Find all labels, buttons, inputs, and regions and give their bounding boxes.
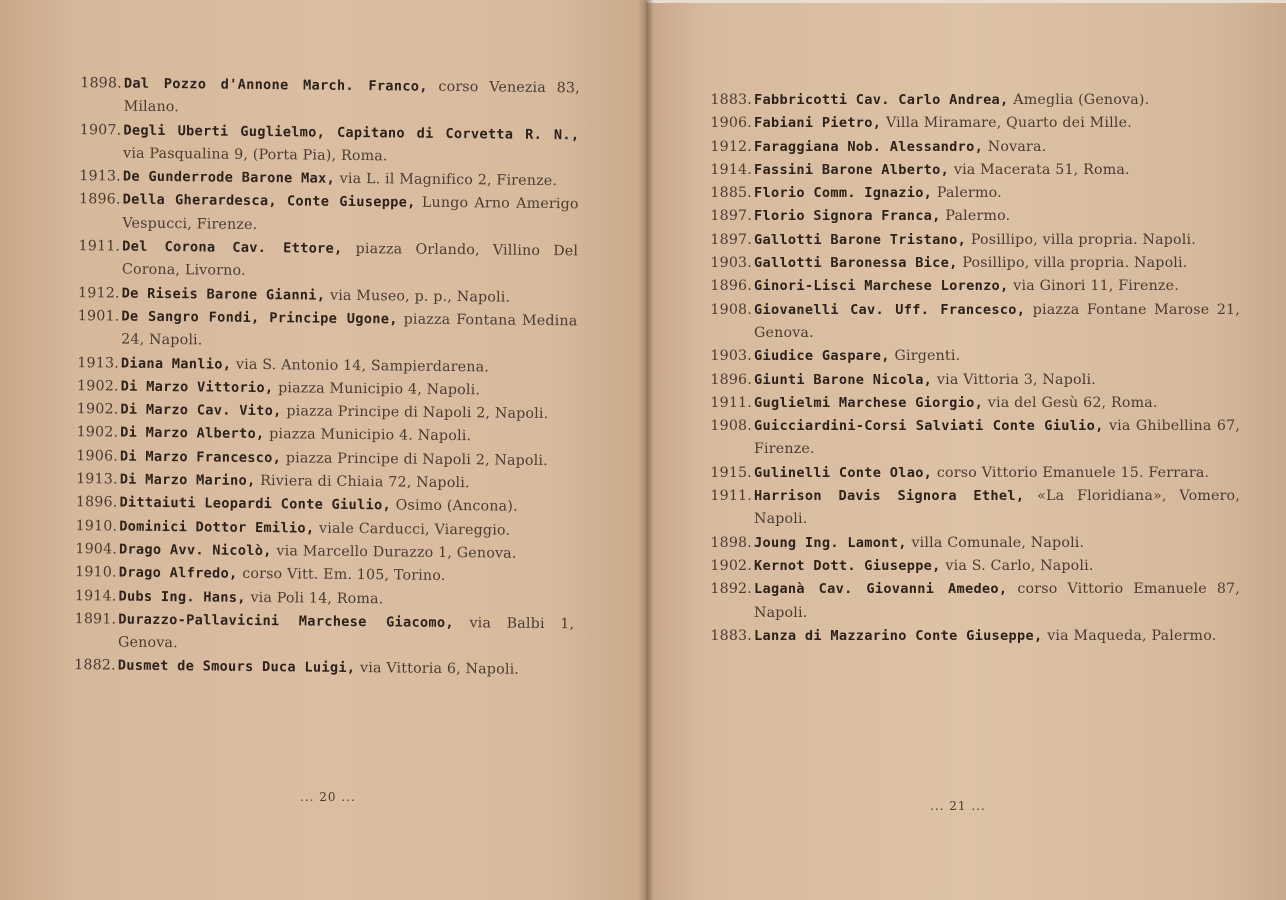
entry-address: corso Vitt. Em. 105, Torino. [242,566,446,585]
entry-address: via Pasqualina 9, (Porta Pia), Roma. [123,145,388,165]
entry-address: via S. Carlo, Napoli. [945,557,1094,574]
entry-address: corso Venezia 83, Milano. [123,78,580,116]
entry-address: Posillipo, villa propria. Napoli. [970,231,1196,248]
entry-year: 1892. [710,581,752,598]
entry-year: 1913. [77,354,120,372]
directory-entry [700,392,1240,415]
entry-name: De Gunderrode Barone Max, [122,168,336,187]
entry-year: 1913. [79,168,121,185]
entry-name: Gallotti Baronessa Bice, [754,255,958,272]
entry-name: Harrison Davis Signora Ethel, [754,488,1025,505]
entry-name: Ginori-Lisci Marchese Lorenzo, [754,278,1009,295]
entry-year: 1911. [710,488,752,505]
entry-year: 1897. [710,231,752,248]
entry-year: 1907. [79,121,122,139]
entry-name: Fassini Barone Alberto, [754,161,950,178]
entry-year: 1908. [710,418,752,435]
entry-name: Gallotti Barone Tristano, [754,231,967,248]
directory-entry [700,555,1240,578]
entry-name: Della Gherardesca, Conte Giuseppe, [122,192,416,212]
directory-entry [69,119,579,171]
right-page [646,0,1286,900]
entry-name: Giunti Barone Nicola, [754,371,933,388]
entry-address: Palermo. [945,208,1011,225]
entry-name: Gulinelli Conte Olao, [754,464,933,481]
entry-year: 1910. [75,564,117,581]
entry-address: Posillipo, villa propria. Napoli. [962,255,1188,272]
entry-year: 1891. [74,610,117,628]
entry-name: Drago Alfredo, [118,564,238,583]
entry-address: via Balbi 1, Genova. [117,615,575,652]
entry-address: Villa Miramare, Quarto dei Mille. [885,115,1132,132]
entry-address: Lungo Arno Amerigo Vespucci, Firenze. [122,195,579,233]
entry-name: Joung Ing. Lamont, [754,534,907,551]
directory-entry [64,654,574,683]
entry-year: 1897. [710,208,752,225]
entry-address: Novara. [987,138,1047,155]
entry-address: piazza Principe di Napoli 2, Napoli. [286,403,549,423]
entry-year: 1903. [710,348,752,365]
entry-address: via Ginori 11, Firenze. [1013,278,1179,295]
entry-address: piazza Fontane Marose 21, Genova. [754,301,1240,341]
entry-address: «La Floridiana», Vomero, Napoli. [754,488,1241,528]
entry-name: De Sangro Fondi, Principe Ugone, [121,308,398,328]
directory-entry [700,345,1240,368]
entry-name: Dittaiuti Leopardi Conte Giulio, [119,494,392,514]
directory-entry [700,462,1240,485]
entry-address: piazza Fontana Medina 24, Napoli. [121,311,578,349]
entry-name: Diana Manlio, [120,355,232,373]
entry-year: 1898. [80,75,122,92]
entry-name: Dominici Dottor Emilio, [119,518,315,537]
entry-year: 1912. [77,284,120,302]
directory-entry [700,205,1240,228]
entry-address: via Ghibellina 67, Firenze. [754,418,1241,458]
directory-entry [700,578,1240,625]
entry-name: Fabbricotti Cav. Carlo Andrea, [754,92,1009,108]
page-number-right: ... 21 ... [930,799,986,813]
entry-year: 1882. [74,657,116,674]
directory-entry [700,112,1240,135]
directory-entry [700,89,1240,112]
entry-address: viale Carducci, Viareggio. [319,520,511,539]
entry-name: Faraggiana Nob. Alessandro, [754,138,984,155]
directory-entry [70,72,580,124]
entry-address: Palermo. [936,185,1002,202]
directory-entry [700,136,1240,159]
entry-name: Giovanelli Cav. Uff. Francesco, [754,301,1026,318]
entry-name: Di Marzo Alberto, [120,424,265,443]
entry-year: 1914. [710,161,752,178]
entry-name: Dal Pozzo d'Annone March. Franco, [123,75,428,95]
entry-name: Del Corona Cav. Ettore, [122,238,343,257]
entry-address: via Vittoria 3, Napoli. [936,371,1096,388]
entry-year: 1906. [710,115,752,132]
entry-year: 1902. [76,401,119,418]
entry-name: Laganà Cav. Giovanni Amedeo, [754,581,1008,598]
entry-address: via Maqueda, Palermo. [1047,627,1217,644]
entry-name: Lanza di Mazzarino Conte Giuseppe, [754,627,1043,644]
entry-address: piazza Principe di Napoli 2, Napoli. [285,450,548,469]
entry-address: via del Gesù 62, Roma. [987,394,1158,411]
entry-address: corso Vittorio Emanuele 15. Ferrara. [936,464,1210,481]
directory-entry [700,275,1240,298]
entry-name: Florio Comm. Ignazio, [754,185,933,202]
entry-year: 1906. [76,447,119,465]
entry-address: via Museo, p. p., Napoli. [329,287,511,306]
directory-entry [68,188,578,240]
directory-entry [68,235,578,287]
directory-entry [700,299,1240,346]
directory-entry [700,625,1240,648]
directory-entry [700,532,1240,555]
entry-name: Florio Signora Franca, [754,208,941,225]
entry-name: De Riseis Barone Gianni, [121,285,326,304]
directory-entry [700,369,1240,392]
entry-year: 1883. [710,627,752,644]
entry-address: via Marcello Durazzo 1, Genova. [276,543,517,562]
right-entry-list [700,89,1240,648]
entry-name: Dubs Ing. Hans, [118,588,246,606]
entry-name: Giudice Gaspare, [754,348,890,365]
entry-address: Osimo (Ancona). [395,497,518,516]
entry-address: corso Vittorio Emanuele 87, Napoli. [754,581,1240,621]
entry-year: 1902. [710,557,752,574]
entry-name: Guglielmi Marchese Giorgio, [754,394,984,411]
entry-year: 1904. [75,541,118,558]
entry-name: Di Marzo Vittorio, [120,378,274,397]
entry-year: 1901. [77,308,120,325]
book-gutter [638,0,654,900]
directory-entry [700,182,1240,205]
entry-name: Degli Uberti Guglielmo, Capitano di Corvetta R. N., [123,122,580,143]
entry-year: 1915. [710,464,752,481]
entry-address: villa Comunale, Napoli. [911,534,1085,551]
entry-address: via Macerata 51, Roma. [953,161,1130,178]
entry-year: 1913. [76,471,118,488]
entry-address: Girgenti. [894,348,961,365]
entry-year: 1914. [74,587,117,605]
directory-entry [700,159,1240,182]
entry-address: via Poli 14, Roma. [250,589,384,607]
entry-name: Kernot Dott. Giuseppe, [754,557,941,574]
directory-entry [700,252,1240,275]
entry-year: 1912. [710,138,752,155]
entry-year: 1902. [77,377,119,395]
entry-year: 1908. [710,301,752,318]
entry-address: piazza Municipio 4. Napoli. [269,426,472,445]
entry-year: 1910. [75,517,118,535]
entry-address: via S. Antonio 14, Sampierdarena. [235,356,490,375]
entry-name: Di Marzo Cav. Vito, [120,401,282,420]
entry-year: 1896. [710,371,752,388]
directory-entry [64,608,574,660]
directory-entry [700,485,1240,532]
entry-name: Di Marzo Marino, [119,471,256,490]
entry-name: Durazzo-Pallavicini Marchese Giacomo, [118,611,454,631]
directory-entry [700,415,1240,462]
entry-year: 1902. [76,424,119,441]
entry-address: via L. il Magnifico 2, Firenze. [339,171,558,190]
entry-year: 1896. [78,191,121,209]
left-entry-list [64,72,580,683]
entry-year: 1911. [710,394,752,411]
entry-year: 1898. [710,534,752,551]
entry-address: Ameglia (Genova). [1013,92,1150,108]
entry-name: Drago Avv. Nicolò, [118,541,272,560]
entry-year: 1896. [710,278,752,295]
entry-year: 1896. [75,494,118,511]
entry-year: 1911. [78,238,121,255]
entry-name: Di Marzo Francesco, [119,448,282,466]
page-number-left: ... 20 ... [300,790,356,804]
entry-year: 1903. [710,255,752,272]
directory-entry [700,229,1240,252]
directory-entry [67,305,577,357]
entry-address: piazza Orlando, Villino Del Corona, Livorno. [121,241,579,280]
entry-name: Dusmet de Smours Duca Luigi, [117,657,356,677]
entry-name: Fabiani Pietro, [754,115,882,132]
entry-address: via Vittoria 6, Napoli. [359,660,520,679]
entry-address: piazza Municipio 4, Napoli. [278,380,481,399]
entry-year: 1883. [710,92,752,108]
entry-year: 1885. [710,185,752,202]
entry-name: Guicciardini-Corsi Salviati Conte Giulio, [754,418,1104,435]
entry-address: Riviera di Chiaia 72, Napoli. [260,473,470,492]
